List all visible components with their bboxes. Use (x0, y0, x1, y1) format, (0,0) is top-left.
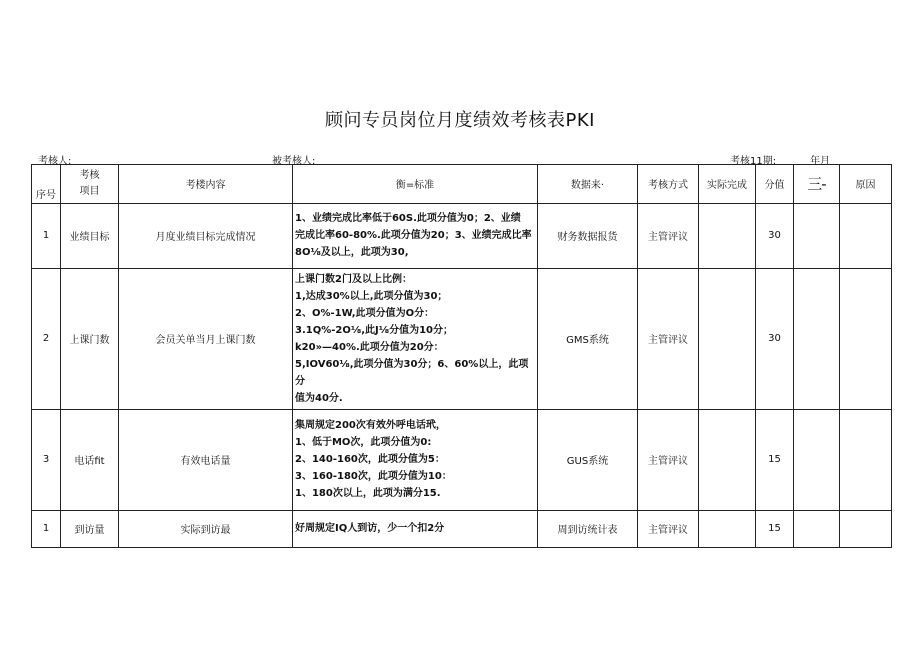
row-seq: 2 (32, 268, 61, 409)
row-extra (794, 409, 840, 510)
row-content: 有效电话量 (119, 409, 293, 510)
assessee-label: 被考核人: (272, 156, 316, 167)
row-item: 业绩目标 (61, 203, 119, 268)
table-row (32, 409, 892, 510)
item-header-line2: 项目 (79, 185, 100, 197)
row-actual (699, 510, 756, 547)
standard-line: 1,达成30%以上,此项分值为30； (295, 290, 448, 302)
seq-header: 序号 (32, 184, 61, 204)
row-source: GMS系统 (538, 268, 638, 409)
actual-header: 实际完成 (699, 165, 756, 204)
table-row (32, 510, 892, 547)
row-reason (840, 409, 892, 510)
row-standard (293, 268, 538, 409)
standard-line: 1、低于MO次，此项分值为0: (295, 437, 432, 448)
row-reason (840, 203, 892, 268)
standard-header: 衡=标准 (293, 165, 538, 204)
method-header: 考核方式 (638, 165, 699, 204)
row-content: 会员关单当月上课门数 (119, 268, 293, 409)
standard-line: 集周规定200次有效外呼电话玳， (295, 420, 446, 431)
header-row-top (32, 165, 892, 184)
row-method: 主管评议 (638, 409, 699, 510)
source-header: 数据来· (538, 165, 638, 204)
row-method: 主管评议 (638, 268, 699, 409)
standard-line: 1、180次以上，此项为满分15. (295, 488, 441, 499)
row-actual (699, 409, 756, 510)
row-item: 电话fit (61, 409, 119, 510)
standard-line: 2、140-160次，此项分值为5： (295, 454, 445, 465)
item-header (61, 165, 119, 204)
seq-header-top (32, 165, 61, 184)
row-reason (840, 510, 892, 547)
row-seq: 1 (32, 510, 61, 547)
row-standard (293, 510, 538, 547)
reason-header: 原因 (840, 165, 892, 204)
row-reason (840, 268, 892, 409)
row-score: 15 (756, 510, 794, 547)
standard-line: 值为40分. (295, 392, 343, 404)
standard-line: k20»—40%.此项分值为20分： (295, 341, 444, 353)
row-score: 30 (756, 203, 794, 268)
row-source: 财务数据报货 (538, 203, 638, 268)
row-content: 实际到访最 (119, 510, 293, 547)
row-source: GUS系统 (538, 409, 638, 510)
row-extra (794, 510, 840, 547)
period-label: 考核11期: (730, 156, 777, 167)
row-standard (293, 203, 538, 268)
row-score: 15 (756, 409, 794, 510)
kpi-table (31, 164, 892, 548)
score-header: 分值 (756, 165, 794, 204)
standard-line: 5,IOV60⅛,此项分值为30分；6、60%以上，此项分 (295, 358, 529, 387)
row-standard (293, 409, 538, 510)
standard-line: 完成比率60-80%.此项分值为20；3、业绩完成比率 (295, 230, 532, 241)
standard-line: 3.1Q%-2O⅛,此J⅛分值为10分； (295, 324, 453, 336)
year-month-label: 年月 (810, 156, 830, 167)
row-source: 周到访统计表 (538, 510, 638, 547)
row-content: 月度业绩目标完成情况 (119, 203, 293, 268)
standard-line: 8O⅛及以上，此项为30, (295, 247, 409, 258)
content-header: 考楼内容 (119, 165, 293, 204)
table-row (32, 268, 892, 409)
row-actual (699, 268, 756, 409)
standard-line: 1、业绩完成比率低于60S.此项分值为0；2、业绩 (295, 213, 521, 224)
standard-line: 2、O%-1W,此项分值为O分： (295, 307, 435, 319)
row-method: 主管评议 (638, 510, 699, 547)
standard-line: 3、160-180次，此项分值为10： (295, 471, 452, 482)
row-score: 30 (756, 268, 794, 409)
row-method: 主管评议 (638, 203, 699, 268)
assessor-label: 考核人: (38, 156, 72, 167)
row-item: 到访量 (61, 510, 119, 547)
row-seq: 1 (32, 203, 61, 268)
standard-line: 上课门数2门及以上比例： (295, 273, 412, 285)
row-seq: 3 (32, 409, 61, 510)
page-title: 顾问专员岗位月度绩效考核表PKI (325, 110, 595, 131)
table-row (32, 203, 892, 268)
row-extra (794, 203, 840, 268)
row-item: 上课门数 (61, 268, 119, 409)
row-extra (794, 268, 840, 409)
extra-header: 三- (794, 165, 840, 204)
row-actual (699, 203, 756, 268)
standard-line: 好周规定IQ人到访，少一个扣2分 (295, 523, 445, 534)
item-header-line1: 考核 (79, 169, 100, 181)
